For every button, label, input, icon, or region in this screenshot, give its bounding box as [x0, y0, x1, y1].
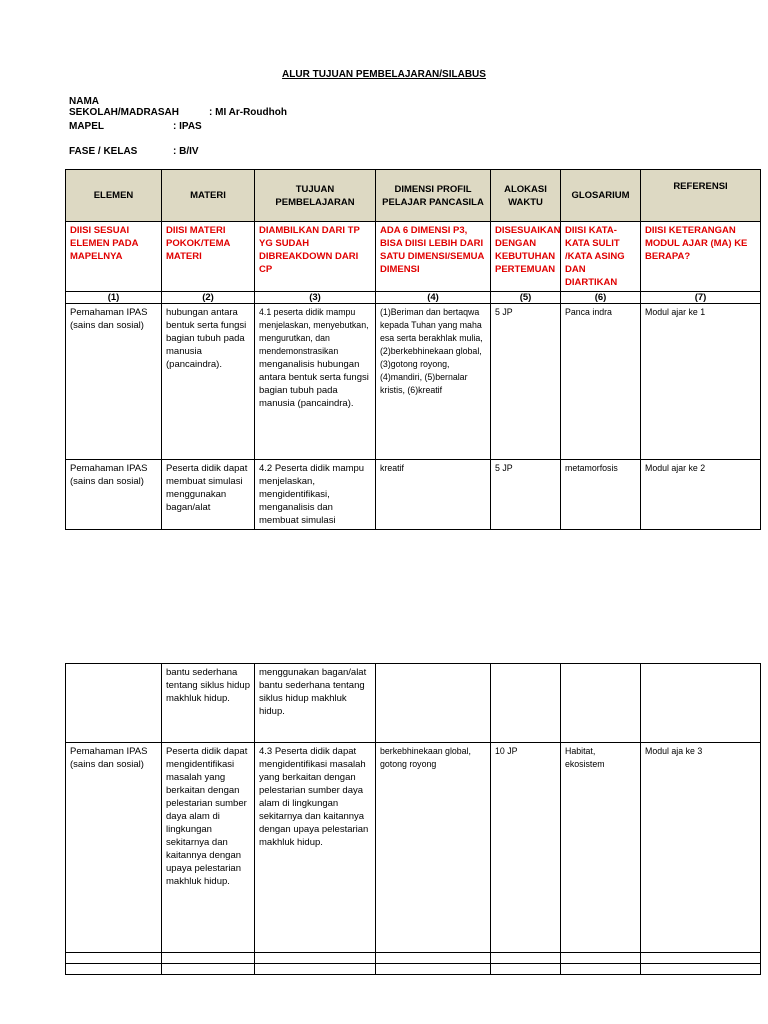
school-value: : MI Ar-Roudhoh — [209, 107, 287, 118]
dimensi-cell: (1)Beriman dan bertaqwa kepada Tuhan yang maha esa serta berakhlak mulia, (2)berkebhinekaan global, (3)gotong royong, (4)mandiri, (5)bernalar kristis, (6)kreatif — [376, 304, 491, 460]
empty-cell — [255, 953, 376, 964]
header-alokasi: ALOKASI WAKTU — [491, 170, 561, 222]
tujuan-cell — [255, 304, 376, 460]
header-tujuan: TUJUAN PEMBELAJARAN — [255, 170, 376, 222]
empty-cell — [162, 953, 255, 964]
referensi-cell — [641, 664, 761, 743]
syllabus-table-page-2 — [65, 663, 761, 975]
header-row — [66, 170, 761, 222]
empty-cell — [491, 953, 561, 964]
referensi-cell: Modul aja ke 3 — [641, 743, 761, 953]
elemen-cell: Pemahaman IPAS (sains dan sosial) — [66, 304, 162, 460]
column-number: (3) — [255, 292, 376, 304]
document-title: ALUR TUJUAN PEMBELAJARAN/SILABUS — [282, 69, 486, 80]
glosarium-cell — [561, 664, 641, 743]
glosarium-cell: metamorfosis — [561, 460, 641, 530]
instruction-row — [66, 222, 761, 292]
referensi-cell: Modul ajar ke 2 — [641, 460, 761, 530]
instruction-cell: DIISI KETERANGAN MODUL AJAR (MA) KE BERAPA? — [641, 222, 761, 292]
elemen-cell: Pemahaman IPAS (sains dan sosial) — [66, 743, 162, 953]
instruction-cell: DIISI MATERI POKOK/TEMA MATERI — [162, 222, 255, 292]
tujuan-cell: 4.3 Peserta didik dapat mengidentifikasi masalah yang berkaitan dengan pelestarian sumber daya alam di lingkungan sekitarnya dan kaitannya dengan upaya pelestarian makhluk hidup. — [255, 743, 376, 953]
dimensi-cell — [376, 664, 491, 743]
empty-row — [66, 953, 761, 964]
table-row — [66, 460, 761, 530]
school-label: NAMA SEKOLAH/MADRASAH — [69, 96, 179, 118]
empty-cell — [376, 953, 491, 964]
column-number: (4) — [376, 292, 491, 304]
instruction-cell: DIISI KATA-KATA SULIT /KATA ASING DAN DIARTIKAN — [561, 222, 641, 292]
tujuan-text-part-2: menganalisis hubungan antara bentuk serta fungsi bagian tubuh pada manusia (pancaindra). — [259, 359, 369, 409]
column-number: (7) — [641, 292, 761, 304]
header-dimensi: DIMENSI PROFIL PELAJAR PANCASILA — [376, 170, 491, 222]
elemen-cell: Pemahaman IPAS (sains dan sosial) — [66, 460, 162, 530]
alokasi-cell: 5 JP — [491, 460, 561, 530]
table-row — [66, 664, 761, 743]
column-number: (5) — [491, 292, 561, 304]
table-row — [66, 304, 761, 460]
school-line — [69, 96, 287, 118]
header-referensi: REFERENSI — [641, 170, 761, 222]
empty-cell — [376, 964, 491, 975]
empty-cell — [561, 964, 641, 975]
empty-cell — [255, 964, 376, 975]
dimensi-cell: kreatif — [376, 460, 491, 530]
header-elemen: ELEMEN — [66, 170, 162, 222]
subject-value: : IPAS — [173, 121, 202, 132]
table-row — [66, 743, 761, 953]
column-number: (6) — [561, 292, 641, 304]
alokasi-cell: 10 JP — [491, 743, 561, 953]
column-number-row — [66, 292, 761, 304]
empty-cell — [66, 964, 162, 975]
syllabus-table-page-1 — [65, 169, 761, 530]
column-number: (1) — [66, 292, 162, 304]
phase-line — [69, 146, 199, 157]
empty-cell — [66, 953, 162, 964]
tujuan-cell: 4.2 Peserta didik mampu menjelaskan, mengidentifikasi, menganalisis dan membuat simulasi — [255, 460, 376, 530]
glosarium-cell: Panca indra — [561, 304, 641, 460]
tujuan-text-part-1: 4.1 peserta didik mampu menjelaskan, menyebutkan, mengurutkan, dan mendemonstrasikan — [259, 307, 369, 356]
materi-cell: bantu sederhana tentang siklus hidup makhluk hidup. — [162, 664, 255, 743]
materi-cell: Peserta didik dapat membuat simulasi menggunakan bagan/alat — [162, 460, 255, 530]
materi-cell: Peserta didik dapat mengidentifikasi masalah yang berkaitan dengan pelestarian sumber daya alam di lingkungan sekitarnya dan kaitannya dengan upaya pelestarian makhluk hidup. — [162, 743, 255, 953]
empty-cell — [561, 953, 641, 964]
phase-label: FASE / KELAS — [69, 146, 138, 157]
empty-cell — [641, 964, 761, 975]
elemen-cell — [66, 664, 162, 743]
instruction-cell: ADA 6 DIMENSI P3, BISA DIISI LEBIH DARI SATU DIMENSI/SEMUA DIMENSI — [376, 222, 491, 292]
alokasi-cell: 5 JP — [491, 304, 561, 460]
referensi-cell: Modul ajar ke 1 — [641, 304, 761, 460]
subject-line — [69, 121, 202, 132]
glosarium-cell: Habitat, ekosistem — [561, 743, 641, 953]
empty-row — [66, 964, 761, 975]
dimensi-cell: berkebhinekaan global, gotong royong — [376, 743, 491, 953]
instruction-cell: DIAMBILKAN DARI TP YG SUDAH DIBREAKDOWN DARI CP — [255, 222, 376, 292]
subject-label: MAPEL — [69, 121, 104, 132]
empty-cell — [162, 964, 255, 975]
empty-cell — [491, 964, 561, 975]
instruction-cell: DIISI SESUAI ELEMEN PADA MAPELNYA — [66, 222, 162, 292]
column-number: (2) — [162, 292, 255, 304]
instruction-cell: DISESUAIKAN DENGAN KEBUTUHAN PERTEMUAN — [491, 222, 561, 292]
header-glosarium: GLOSARIUM — [561, 170, 641, 222]
header-materi: MATERI — [162, 170, 255, 222]
tujuan-cell: menggunakan bagan/alat bantu sederhana tentang siklus hidup makhluk hidup. — [255, 664, 376, 743]
materi-cell: hubungan antara bentuk serta fungsi bagian tubuh pada manusia (pancaindra). — [162, 304, 255, 460]
phase-value: : B/IV — [173, 146, 199, 157]
empty-cell — [641, 953, 761, 964]
alokasi-cell — [491, 664, 561, 743]
